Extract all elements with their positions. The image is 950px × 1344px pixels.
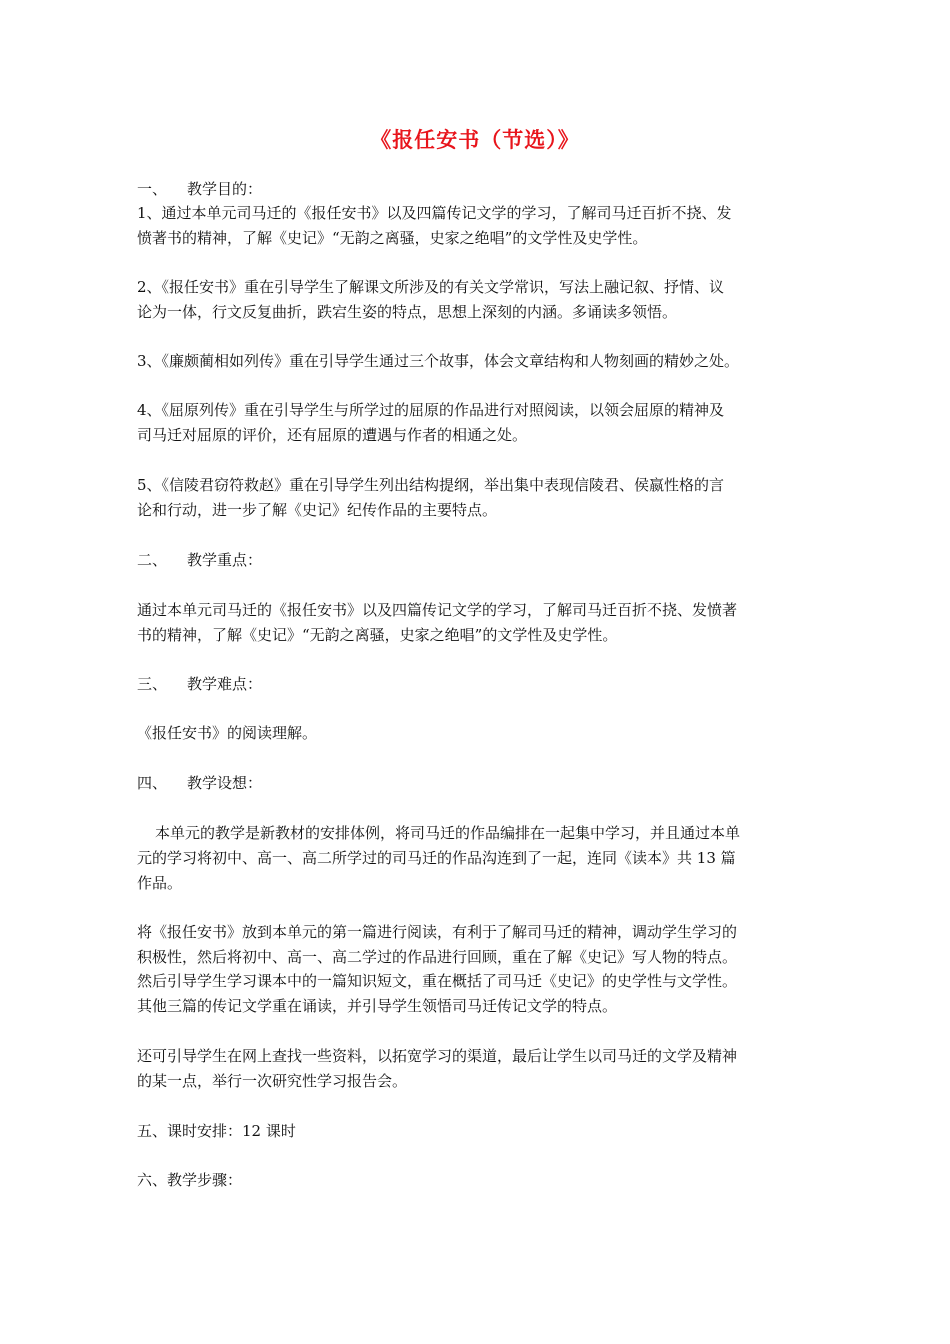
goal-5-line-2: 论和行动，进一步了解《史记》纪传作品的主要特点。	[137, 501, 498, 519]
section-number: 一、	[137, 180, 168, 198]
difficulty-line: 《报任安书》的阅读理解。	[137, 724, 318, 742]
teaching-steps-heading: 六、教学步骤：	[137, 1171, 243, 1189]
plan-para-1-line-3: 作品。	[137, 874, 183, 892]
goal-4-line-1: 4、《屈原列传》重在引导学生与所学过的屈原的作品进行对照阅读，以领会屈原的精神及	[137, 401, 725, 419]
section-label: 教学难点：	[187, 675, 263, 693]
goal-5-line-1: 5、《信陵君窃符救赵》重在引导学生列出结构提纲，举出集中表现信陵君、侯嬴性格的言	[137, 476, 725, 494]
section-label: 教学设想：	[187, 774, 263, 792]
section-label: 教学重点：	[187, 551, 263, 569]
section-label: 教学目的：	[187, 180, 263, 198]
plan-para-3-line-1: 还可引导学生在网上查找一些资料，以拓宽学习的渠道，最后让学生以司马迁的文学及精神	[137, 1047, 738, 1065]
plan-para-2-line-2: 积极性，然后将初中、高一、高二学过的作品进行回顾，重在了解《史记》写人物的特点。	[137, 948, 738, 966]
class-hours-line: 五、课时安排：12 课时	[137, 1122, 296, 1140]
plan-para-1-line-2: 元的学习将初中、高一、高二所学过的司马迁的作品沟连到了一起，连同《读本》共 13 篇	[137, 849, 736, 867]
plan-para-2-line-4: 其他三篇的传记文学重在诵读，并引导学生领悟司马迁传记文学的特点。	[137, 997, 618, 1015]
key-points-line-1: 通过本单元司马迁的《报任安书》以及四篇传记文学的学习，了解司马迁百折不挠、发愤著	[137, 601, 738, 619]
section-number: 四、	[137, 774, 168, 792]
section-heading-key-points	[137, 548, 817, 572]
plan-para-3-line-2: 的某一点，举行一次研究性学习报告会。	[137, 1072, 408, 1090]
section-number: 二、	[137, 551, 168, 569]
goal-2-line-1: 2、《报任安书》重在引导学生了解课文所涉及的有关文学常识，写法上融记叙、抒情、议	[137, 278, 725, 296]
section-number: 三、	[137, 675, 168, 693]
plan-para-2-line-3: 然后引导学生学习课本中的一篇知识短文，重在概括了司马迁《史记》的史学性与文学性。	[137, 972, 738, 990]
plan-para-2-line-1: 将《报任安书》放到本单元的第一篇进行阅读，有利于了解司马迁的精神，调动学生学习的	[137, 923, 738, 941]
goal-3-line-1: 3、《廉颇蔺相如列传》重在引导学生通过三个故事，体会文章结构和人物刻画的精妙之处。	[137, 352, 740, 370]
section-heading-plan	[137, 771, 817, 795]
section-heading-goals	[137, 177, 817, 201]
goal-1-line-1: 1、通过本单元司马迁的《报任安书》以及四篇传记文学的学习，了解司马迁百折不挠、发	[137, 204, 732, 222]
key-points-line-2: 书的精神，了解《史记》“无韵之离骚，史家之绝唱”的文学性及史学性。	[137, 626, 618, 644]
section-heading-difficulties	[137, 672, 817, 696]
goal-4-line-2: 司马迁对屈原的评价，还有屈原的遭遇与作者的相通之处。	[137, 426, 528, 444]
goal-2-line-2: 论为一体，行文反复曲折，跌宕生姿的特点，思想上深刻的内涵。多诵读多领悟。	[137, 303, 678, 321]
goal-1-line-2: 愤著书的精神，了解《史记》“无韵之离骚，史家之绝唱”的文学性及史学性。	[137, 229, 648, 247]
page-title: 《报任安书（节选）》	[370, 128, 580, 152]
plan-para-1-line-1: 本单元的教学是新教材的安排体例，将司马迁的作品编排在一起集中学习，并且通过本单	[155, 824, 741, 842]
